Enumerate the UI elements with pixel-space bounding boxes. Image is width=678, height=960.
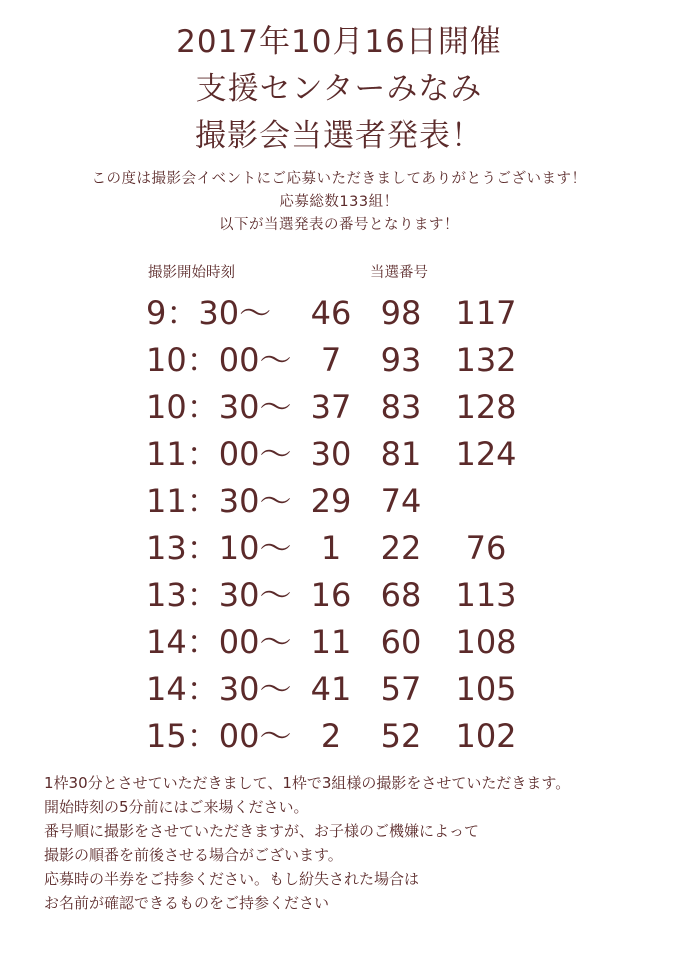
winning-number: 11 — [310, 623, 352, 661]
winning-number: 132 — [455, 341, 517, 379]
winning-number: 128 — [455, 388, 517, 426]
note-slot-info: 1枠30分とさせていただきまして、1枠で3組様の撮影をさせていただきます。 — [44, 774, 571, 792]
winning-number: 113 — [455, 576, 517, 614]
winning-number: 2 — [320, 717, 342, 755]
note-id: お名前が確認できるものをご持参ください — [44, 894, 330, 912]
winning-number: 16 — [310, 576, 352, 614]
header-winning-numbers: 当選番号 — [370, 265, 428, 281]
schedule-row — [0, 525, 678, 571]
schedule-time: 13：10〜 — [146, 529, 292, 567]
winning-number: 41 — [310, 670, 352, 708]
winning-number: 37 — [310, 388, 352, 426]
winning-number: 81 — [380, 435, 422, 473]
note-order: 番号順に撮影をさせていただきますが、お子様のご機嫌によって — [44, 822, 480, 840]
winning-number: 46 — [310, 294, 352, 332]
winning-number: 105 — [455, 670, 517, 708]
winning-number: 93 — [380, 341, 422, 379]
schedule-row — [0, 384, 678, 430]
winning-number: 60 — [380, 623, 422, 661]
winning-number: 102 — [455, 717, 517, 755]
note-ticket: 応募時の半券をご持参ください。もし紛失された場合は — [44, 870, 420, 888]
note-arrival: 開始時刻の5分前にはご来場ください。 — [44, 798, 309, 816]
schedule-time: 11：00〜 — [146, 435, 292, 473]
schedule-row — [0, 572, 678, 618]
winning-number: 98 — [380, 294, 422, 332]
winning-number: 74 — [380, 482, 422, 520]
winning-number: 29 — [310, 482, 352, 520]
schedule-row — [0, 337, 678, 383]
winning-number: 124 — [455, 435, 517, 473]
intro-list-lead: 以下が当選発表の番号となります！ — [219, 217, 459, 233]
winning-number: 108 — [455, 623, 517, 661]
winning-number: 117 — [455, 294, 517, 332]
schedule-time: 9：30〜 — [146, 294, 272, 332]
winning-number: 76 — [465, 529, 507, 567]
schedule-time: 15：00〜 — [146, 717, 292, 755]
winning-number: 68 — [380, 576, 422, 614]
winning-number: 7 — [320, 341, 342, 379]
schedule-time: 14：00〜 — [146, 623, 292, 661]
winning-number: 57 — [380, 670, 422, 708]
intro-thanks: この度は撮影会イベントにご応募いただきましてありがとうございます！ — [91, 171, 587, 187]
title-date: 2017年10月16日開催 — [176, 24, 502, 60]
title-announcement: 撮影会当選者発表！ — [195, 118, 483, 154]
schedule-row — [0, 666, 678, 712]
schedule-row — [0, 290, 678, 336]
schedule-row — [0, 619, 678, 665]
schedule-time: 14：30〜 — [146, 670, 292, 708]
winning-number: 52 — [380, 717, 422, 755]
winning-number: 22 — [380, 529, 422, 567]
schedule-row — [0, 713, 678, 759]
title-venue: 支援センターみなみ — [195, 71, 483, 107]
note-order-change: 撮影の順番を前後させる場合がございます。 — [44, 846, 343, 864]
schedule-row — [0, 431, 678, 477]
schedule-time: 10：00〜 — [146, 341, 292, 379]
schedule-row — [0, 478, 678, 524]
schedule-time: 13：30〜 — [146, 576, 292, 614]
winning-number: 30 — [310, 435, 352, 473]
winning-number: 83 — [380, 388, 422, 426]
header-start-time: 撮影開始時刻 — [148, 265, 235, 281]
winning-number: 1 — [320, 529, 342, 567]
schedule-time: 10：30〜 — [146, 388, 292, 426]
intro-total-entries: 応募総数133組！ — [279, 194, 399, 210]
schedule-time: 11：30〜 — [146, 482, 292, 520]
